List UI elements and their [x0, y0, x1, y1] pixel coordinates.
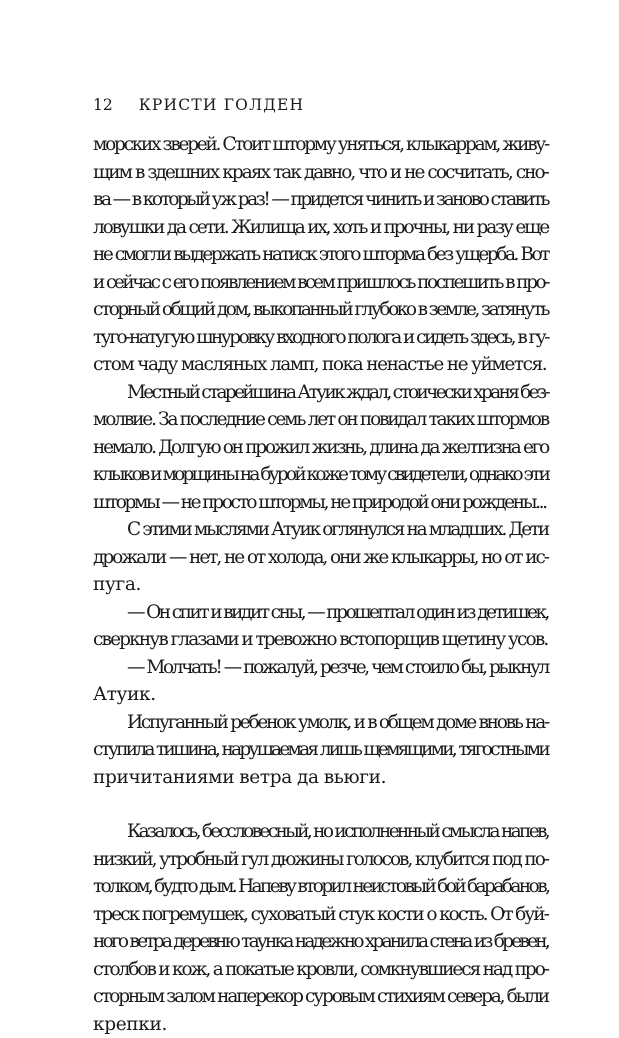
- text-line: причитаниями ветра да вьюги.: [93, 764, 548, 792]
- text-line: крепки.: [93, 1011, 548, 1038]
- text-line: столбов и кож, а покатые кровли, сомкнувшиеся над про-: [93, 956, 548, 984]
- text-line: ловушки да сети. Жилища их, хоть и прочны, ни разу еще: [93, 214, 548, 242]
- text-line: Казалось, бессловесный, но исполненный смысла напев,: [93, 818, 548, 846]
- text-line: дрожали — нет, не от холода, они же клыкарры, но от ис-: [93, 544, 548, 572]
- text-line: немало. Долгую он прожил жизнь, длина да желтизна его: [93, 434, 548, 462]
- text-line: треск погремушек, суховатый стук кости о кость. От буй-: [93, 901, 548, 929]
- text-line: Атуик.: [93, 681, 548, 709]
- text-line: морских зверей. Стоит шторму уняться, клыкаррам, живу-: [93, 131, 548, 159]
- text-line: клыков и морщины на бурой коже тому свидетели, однако эти: [93, 461, 548, 489]
- paragraph: [93, 818, 548, 1038]
- text-line: сторным залом наперекор суровым стихиям севера, были: [93, 983, 548, 1011]
- text-line: штормы — не просто штормы, не природой они рождены...: [93, 489, 548, 517]
- text-line: щим в здешних краях так давно, что и не сосчитать, сно-: [93, 159, 548, 187]
- paragraph: [93, 131, 548, 379]
- body-text: [93, 131, 548, 1038]
- text-line: и сейчас с его появлением всем пришлось поспешить в про-: [93, 269, 548, 297]
- section-break: [93, 791, 548, 818]
- text-line: сверкнув глазами и тревожно встопорщив щетину усов.: [93, 626, 548, 654]
- text-line: не смогли выдержать натиск этого шторма без ущерба. Вот: [93, 241, 548, 269]
- page-number: 12: [93, 95, 113, 115]
- text-line: ступила тишина, нарушаемая лишь щемящими, тягостными: [93, 736, 548, 764]
- text-line: стом чаду масляных ламп, пока ненастье не уймется.: [93, 351, 548, 379]
- paragraph: [93, 379, 548, 517]
- text-line: молвие. За последние семь лет он повидал таких штормов: [93, 406, 548, 434]
- text-line: туго-натугую шнуровку входного полога и сидеть здесь, в гу-: [93, 324, 548, 352]
- text-line: пуга.: [93, 571, 548, 599]
- text-line: Местный старейшина Атуик ждал, стоически храня без-: [93, 379, 548, 407]
- text-line: ва — в который уж раз! — придется чинить и заново ставить: [93, 186, 548, 214]
- paragraph: [93, 654, 548, 709]
- paragraph: [93, 516, 548, 599]
- running-head: [93, 95, 304, 115]
- text-line: толком, будто дым. Напеву вторил неистовый бой барабанов,: [93, 873, 548, 901]
- text-line: С этими мыслями Атуик оглянулся на младших. Дети: [93, 516, 548, 544]
- text-line: низкий, утробный гул дюжины голосов, клубится под по-: [93, 846, 548, 874]
- paragraph: [93, 709, 548, 792]
- text-line: — Молчать! — пожалуй, резче, чем стоило бы, рыкнул: [93, 654, 548, 682]
- author-name: КРИСТИ ГОЛДЕН: [139, 96, 305, 114]
- text-line: ного ветра деревню таунка надежно хранила стена из бревен,: [93, 928, 548, 956]
- text-line: сторный общий дом, выкопанный глубоко в земле, затянуть: [93, 296, 548, 324]
- text-line: Испуганный ребенок умолк, и в общем доме вновь на-: [93, 709, 548, 737]
- paragraph: [93, 599, 548, 654]
- text-line: — Он спит и видит сны, — прошептал один из детишек,: [93, 599, 548, 627]
